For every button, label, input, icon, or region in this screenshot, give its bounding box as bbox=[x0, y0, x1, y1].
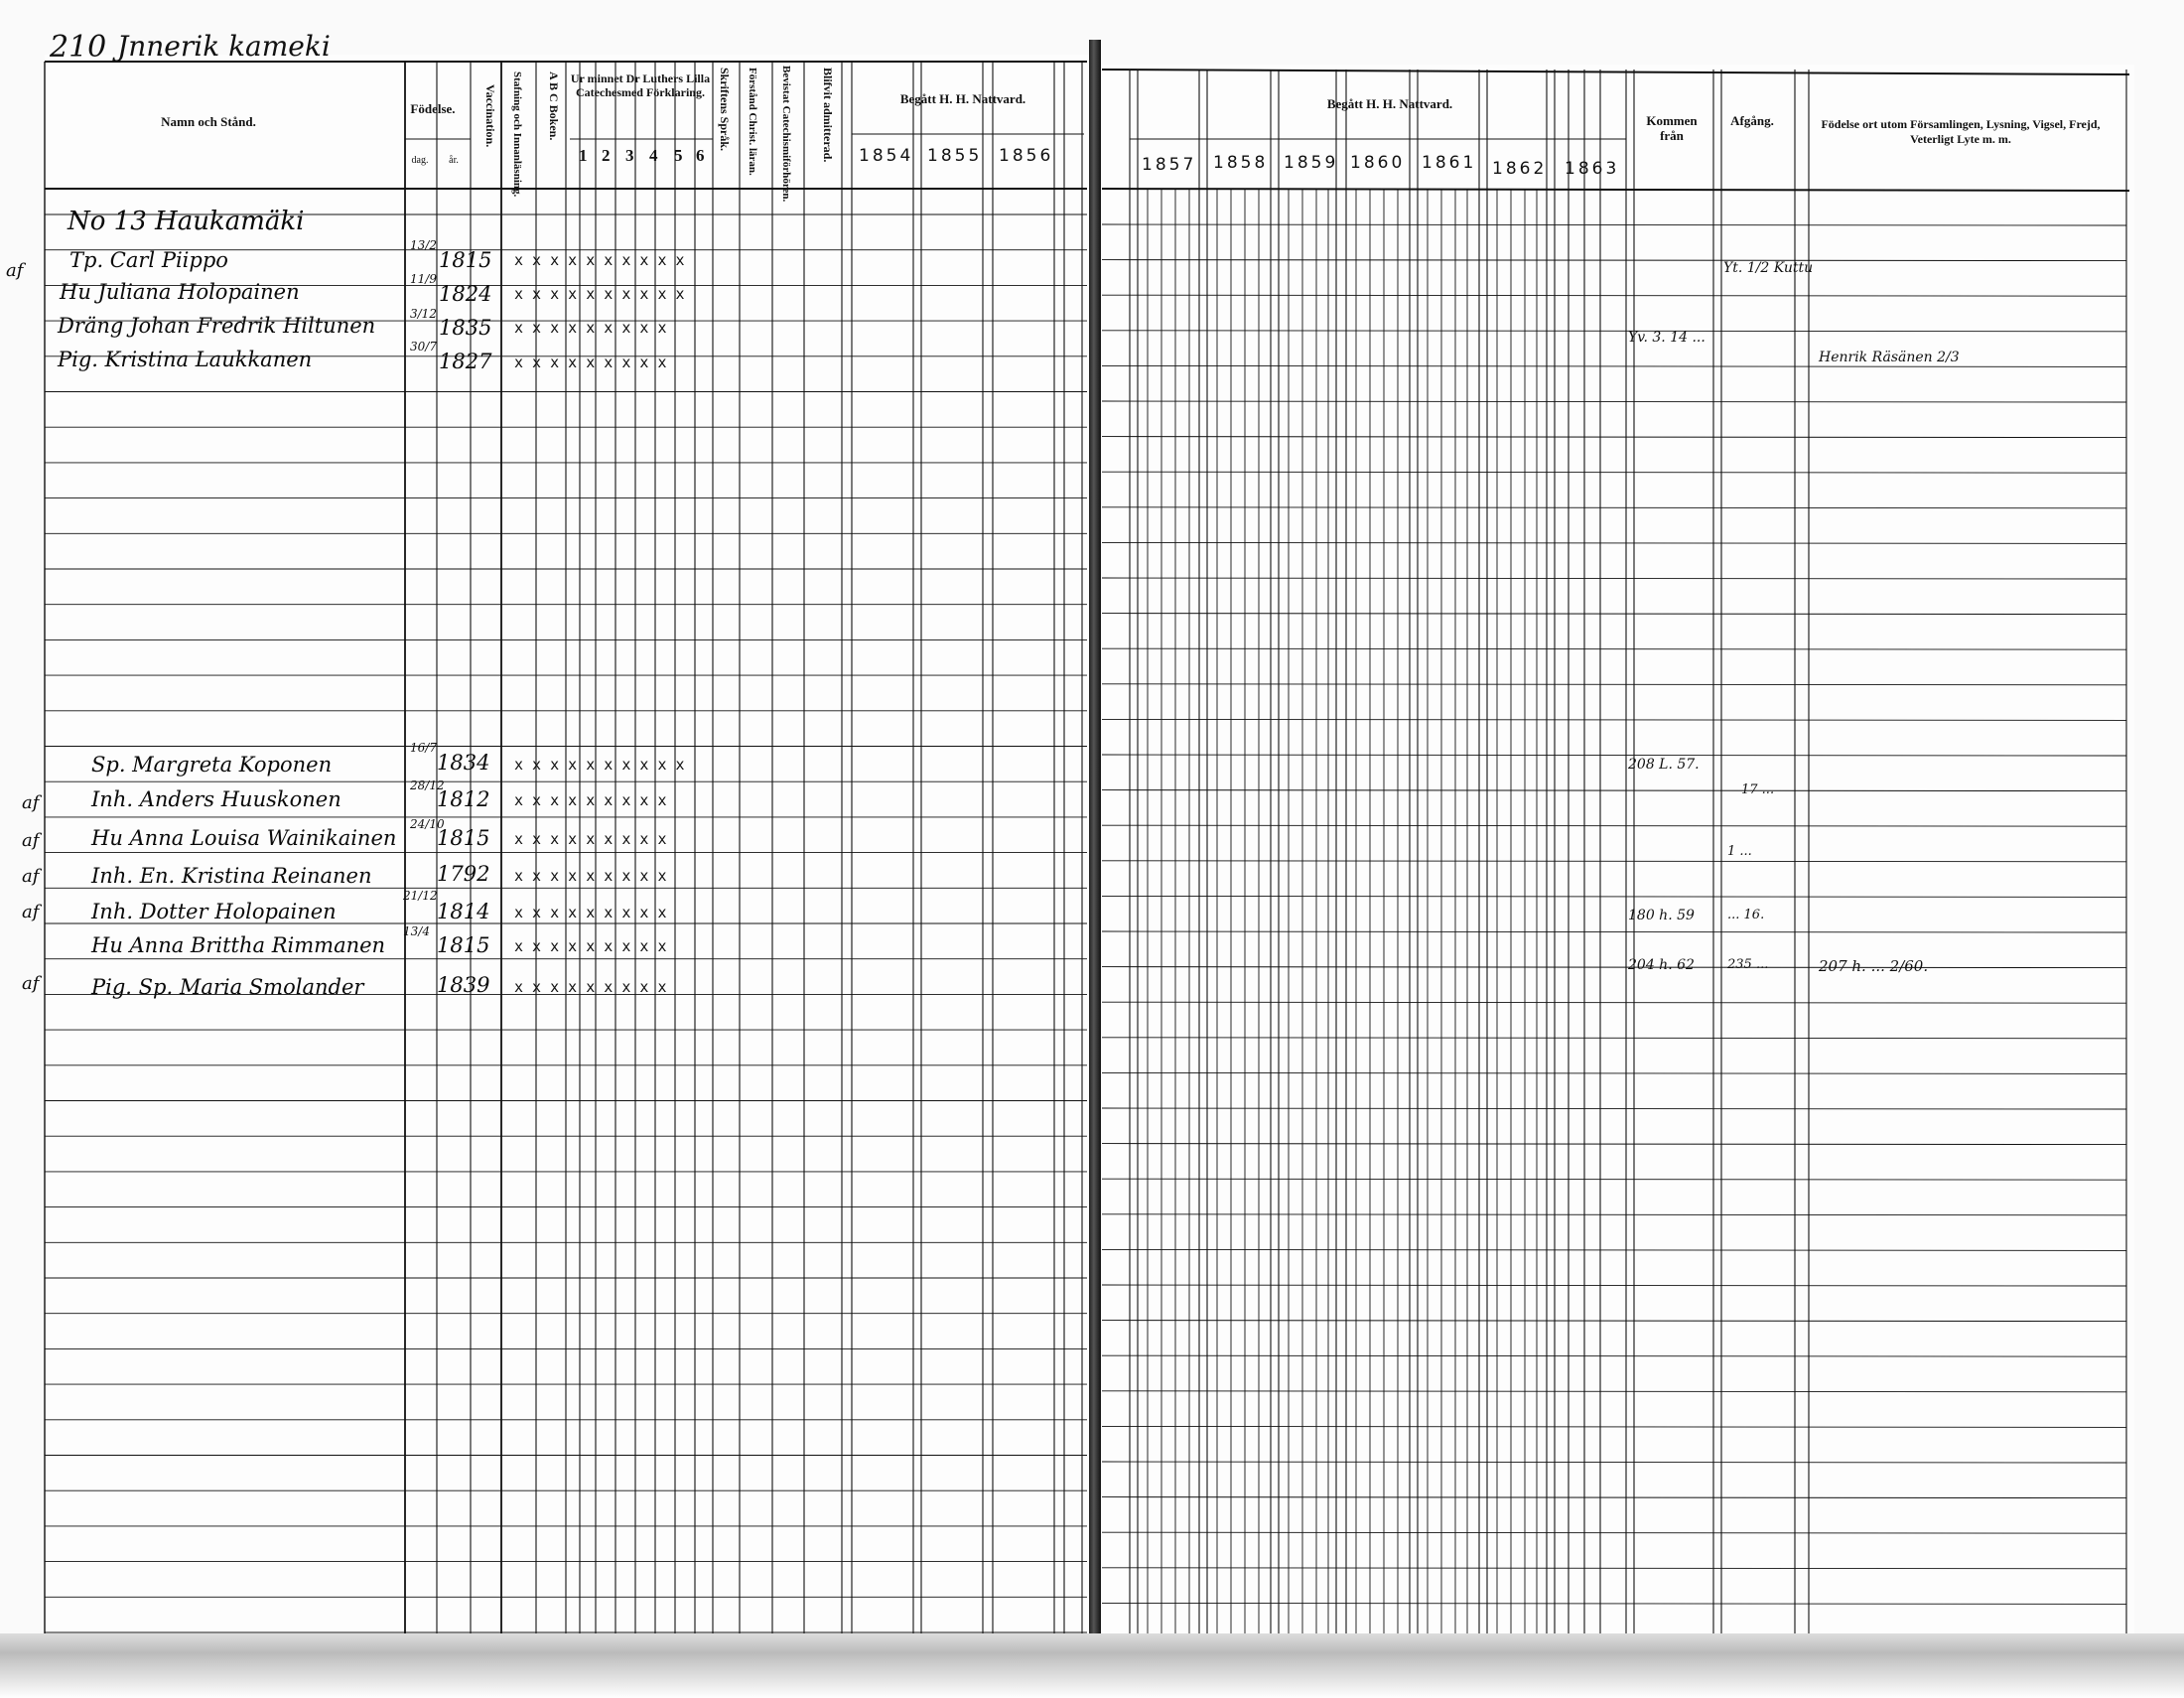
ruled-line bbox=[1102, 790, 2126, 791]
person-birth-day: 16/7 bbox=[410, 741, 437, 755]
header-bevistat: Bevistat Catechismiförhören. bbox=[780, 66, 792, 203]
margin-note: af bbox=[22, 973, 40, 994]
ruled-line bbox=[1102, 70, 2129, 74]
person-marks: x x x x x x x x x bbox=[514, 867, 667, 885]
person-birth-year: 1834 bbox=[437, 751, 490, 775]
cat-col-1: 1 bbox=[579, 146, 588, 165]
ruled-line bbox=[1102, 542, 2126, 543]
header-admitted: Blifvit admitterad. bbox=[821, 68, 835, 163]
year-1854: 1854 bbox=[859, 146, 914, 166]
person-birth-day: 13/4 bbox=[403, 924, 430, 938]
person-birth-year: 1815 bbox=[439, 248, 492, 272]
header-abc: A B C Boken. bbox=[547, 71, 561, 141]
person-name: Hu Anna Louisa Wainikainen bbox=[91, 826, 397, 850]
person-birth-day: 24/10 bbox=[410, 817, 445, 831]
person-name: Hu Anna Brittha Rimmanen bbox=[91, 933, 386, 957]
ruled-line bbox=[1102, 896, 2126, 897]
person-birth-day: 30/7 bbox=[410, 340, 437, 354]
ruled-line bbox=[1102, 295, 2126, 296]
cat-col-4: 4 bbox=[649, 146, 658, 165]
person-name: Inh. Dotter Holopainen bbox=[91, 900, 337, 923]
ruled-line bbox=[1102, 684, 2126, 685]
ruled-line bbox=[1102, 578, 2126, 579]
ruled-line bbox=[1102, 1072, 2126, 1073]
ruled-line bbox=[1102, 189, 2129, 191]
margin-note: af bbox=[22, 866, 40, 887]
departure-note: Yt. 1/2 Kuttu bbox=[1723, 260, 1814, 276]
departure-note: 1 ... bbox=[1727, 844, 1752, 859]
margin-note: af bbox=[22, 902, 40, 922]
year-1859: 1859 bbox=[1284, 153, 1339, 173]
header-remarks: Födelse ort utom Församlingen, Lysning, Vigsel, Frejd, Veterligt Lyte m. m. bbox=[1821, 117, 2101, 146]
remarks-note: Henrik Räsänen 2/3 bbox=[1819, 350, 1960, 365]
ruled-line bbox=[1102, 1179, 2126, 1180]
year-1858: 1858 bbox=[1213, 153, 1269, 173]
margin-note: af bbox=[6, 260, 24, 281]
ruled-line bbox=[1102, 931, 2126, 932]
person-marks: x x x x x x x x x x bbox=[514, 756, 685, 774]
header-communion-left: Begått H. H. Nattvard. bbox=[899, 91, 1026, 106]
ruled-line bbox=[1102, 260, 2126, 261]
header-birth: Födelse. bbox=[410, 101, 456, 116]
ruled-line bbox=[1102, 1144, 2126, 1145]
departure-note: 17 ... bbox=[1741, 782, 1775, 797]
departure-note: ... 16. bbox=[1727, 908, 1765, 922]
margin-note: af bbox=[22, 830, 40, 851]
ruled-line bbox=[1102, 1532, 2126, 1533]
ruled-line bbox=[1102, 1002, 2126, 1003]
header-birth-year: år. bbox=[449, 155, 459, 166]
header-scripture: Skriftens Språk. bbox=[718, 68, 732, 152]
header-communion-right: Begått H. H. Nattvard. bbox=[1326, 96, 1453, 111]
ruled-line bbox=[1102, 437, 2126, 438]
person-name: Sp. Margreta Koponen bbox=[91, 753, 333, 777]
year-1856: 1856 bbox=[999, 146, 1054, 166]
year-1861: 1861 bbox=[1422, 153, 1477, 173]
person-birth-year: 1827 bbox=[439, 350, 492, 373]
person-marks: x x x x x x x x x bbox=[514, 904, 667, 921]
ruled-line bbox=[1102, 825, 2126, 826]
year-1862: 1862 bbox=[1492, 159, 1548, 179]
person-birth-year: 1815 bbox=[437, 933, 490, 957]
ruled-line bbox=[1102, 861, 2126, 862]
person-marks: x x x x x x x x x bbox=[514, 319, 667, 337]
person-name: Hu Juliana Holopainen bbox=[60, 280, 300, 304]
header-reading: Stafning och Innanläsning. bbox=[511, 71, 523, 198]
person-birth-year: 1812 bbox=[437, 787, 490, 811]
person-marks: x x x x x x x x x x bbox=[514, 251, 685, 269]
margin-note: af bbox=[22, 792, 40, 813]
person-birth-year: 1839 bbox=[437, 973, 490, 997]
ruled-line bbox=[1102, 401, 2126, 402]
ruled-line bbox=[1102, 1497, 2126, 1498]
ruled-line bbox=[1102, 1214, 2126, 1215]
header-christianity: Förstånd Christ. läran. bbox=[747, 68, 758, 176]
ruled-line bbox=[1102, 1426, 2126, 1427]
ruled-line bbox=[1102, 755, 2126, 756]
ruled-line bbox=[1102, 1285, 2126, 1286]
ruled-line bbox=[1102, 224, 2126, 225]
person-name: Pig. Kristina Laukkanen bbox=[58, 348, 313, 371]
page-number: 210 bbox=[50, 30, 107, 65]
person-name: Pig. Sp. Maria Smolander bbox=[91, 975, 364, 999]
ruled-line bbox=[1102, 1038, 2126, 1039]
person-birth-day: 13/2 bbox=[410, 238, 437, 252]
person-marks: x x x x x x x x x bbox=[514, 791, 667, 809]
person-marks: x x x x x x x x x bbox=[514, 830, 667, 848]
arrival-note: Yv. 3. 14 ... bbox=[1628, 330, 1706, 346]
household-title: No 13 Haukamäki bbox=[68, 207, 305, 236]
header-departed: Afgång. bbox=[1730, 113, 1774, 128]
year-1863: 1863 bbox=[1565, 159, 1620, 179]
ruled-line bbox=[1102, 365, 2126, 366]
ruled-line bbox=[1102, 1568, 2126, 1569]
book-gutter bbox=[1089, 40, 1101, 1668]
cat-col-6: 6 bbox=[696, 146, 705, 165]
person-birth-year: 1815 bbox=[437, 826, 490, 850]
ruled-line bbox=[1102, 614, 2126, 615]
person-marks: x x x x x x x x x bbox=[514, 937, 667, 955]
person-birth-year: 1835 bbox=[439, 316, 492, 340]
ruled-line bbox=[1102, 967, 2126, 968]
ruled-line bbox=[1102, 1249, 2126, 1250]
arrival-note: 208 L. 57. bbox=[1628, 757, 1700, 773]
remarks-note: 207 h. ... 2/60. bbox=[1819, 957, 1929, 975]
header-catechism: Ur minnet Dr Luthers Lilla Catechesmed Förklaring. bbox=[570, 71, 711, 99]
ruled-line bbox=[1102, 507, 2126, 508]
ruled-line bbox=[1102, 472, 2126, 473]
person-marks: x x x x x x x x x bbox=[514, 978, 667, 996]
year-1857: 1857 bbox=[1142, 155, 1197, 175]
page-bottom-shadow bbox=[0, 1633, 2184, 1698]
arrival-note: 180 h. 59 bbox=[1628, 908, 1695, 923]
ruled-line bbox=[1102, 1108, 2126, 1109]
year-1855: 1855 bbox=[927, 146, 983, 166]
year-1860: 1860 bbox=[1350, 153, 1406, 173]
person-birth-year: 1792 bbox=[437, 862, 490, 886]
person-birth-day: 11/9 bbox=[410, 272, 437, 286]
ruled-line bbox=[1102, 1355, 2126, 1356]
person-name: Inh. Anders Huuskonen bbox=[91, 787, 341, 811]
header-birth-day: dag. bbox=[411, 155, 429, 166]
header-name: Namn och Stånd. bbox=[161, 114, 256, 129]
person-marks: x x x x x x x x x x bbox=[514, 285, 685, 303]
person-birth-day: 21/12 bbox=[403, 889, 438, 903]
departure-note: 235 ... bbox=[1727, 957, 1769, 972]
ruled-line bbox=[1102, 1321, 2126, 1322]
ruled-line bbox=[1102, 331, 2126, 332]
person-name: Inh. En. Kristina Reinanen bbox=[91, 864, 372, 888]
arrival-note: 204 h. 62 bbox=[1628, 957, 1695, 973]
person-birth-year: 1814 bbox=[437, 900, 490, 923]
cat-col-2: 2 bbox=[602, 146, 611, 165]
cat-col-5: 5 bbox=[674, 146, 683, 165]
person-name: Tp. Carl Piippo bbox=[69, 248, 228, 272]
header-vaccination: Vaccination. bbox=[483, 84, 497, 148]
person-birth-year: 1824 bbox=[439, 282, 492, 306]
person-marks: x x x x x x x x x bbox=[514, 354, 667, 371]
ruled-line bbox=[1102, 1391, 2126, 1392]
ruled-line bbox=[1102, 648, 2126, 649]
ruled-line bbox=[1102, 719, 2126, 720]
person-name: Dräng Johan Fredrik Hiltunen bbox=[58, 314, 376, 338]
village-name: Jnnerik kameki bbox=[117, 30, 331, 63]
ruled-line bbox=[1102, 1462, 2126, 1463]
cat-col-3: 3 bbox=[625, 146, 634, 165]
header-arrived: Kommen från bbox=[1646, 113, 1698, 143]
person-birth-day: 3/12 bbox=[410, 307, 437, 321]
person-birth-day: 28/12 bbox=[410, 778, 445, 792]
ruled-line bbox=[1102, 1603, 2126, 1604]
